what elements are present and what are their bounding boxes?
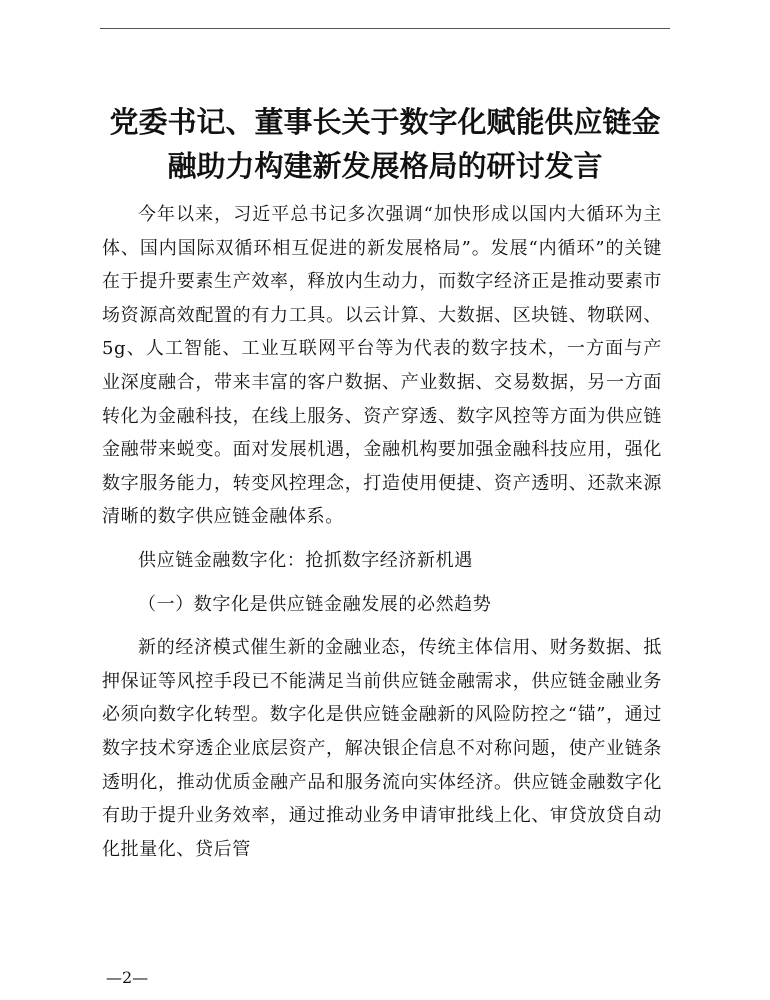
document-body [102, 198, 662, 876]
section-heading: 供应链金融数字化：抢抓数字经济新机遇 [138, 549, 473, 571]
page-number: —2— [106, 968, 149, 987]
paragraph-intro: 今年以来，习近平总书记多次强调“加快形成以国内大循环为主体、国内国际双循环相互促进的新发展格局”。发展“内循环”的关键在于提升要素生产效率，释放内生动力，而数字经济正是推动要素市场资源高效配置的有力工具。以云计算、大数据、区块链、物联网、5g、人工智能、工业互联网平台等为代表的数字技术，一方面与产业深度融合，带来丰富的客户数据、产业数据、交易数据，另一方面转化为金融科技，在线上服务、资产穿透、数字风控等方面为供应链金融带来蜕变。面对发展机遇，金融机构要加强金融科技应用，强化数字服务能力，转变风控理念，打造使用便捷、资产透明、还款来源清晰的数字供应链金融体系。 [102, 204, 662, 528]
header-rule [100, 28, 670, 29]
title-line-1: 党委书记、董事长关于数字化赋能供应链金 [109, 105, 661, 139]
title-line-2: 融助力构建新发展格局的研讨发言 [167, 149, 603, 183]
paragraph-body: 新的经济模式催生新的金融业态，传统主体信用、财务数据、抵押保证等风控手段已不能满足当前供应链金融需求，供应链金融业务必须向数字化转型。数字化是供应链金融新的风险防控之“锚”，通过数字技术穿透企业底层资产，解决银企信息不对称问题，使产业链条透明化，推动优质金融产品和服务流向实体经济。供应链金融数字化有助于提升业务效率，通过推动业务申请审批线上化、审贷放贷自动化批量化、贷后管 [102, 637, 662, 860]
document-title [100, 100, 670, 188]
subsection-heading: （一）数字化是供应链金融发展的必然趋势 [138, 593, 492, 615]
